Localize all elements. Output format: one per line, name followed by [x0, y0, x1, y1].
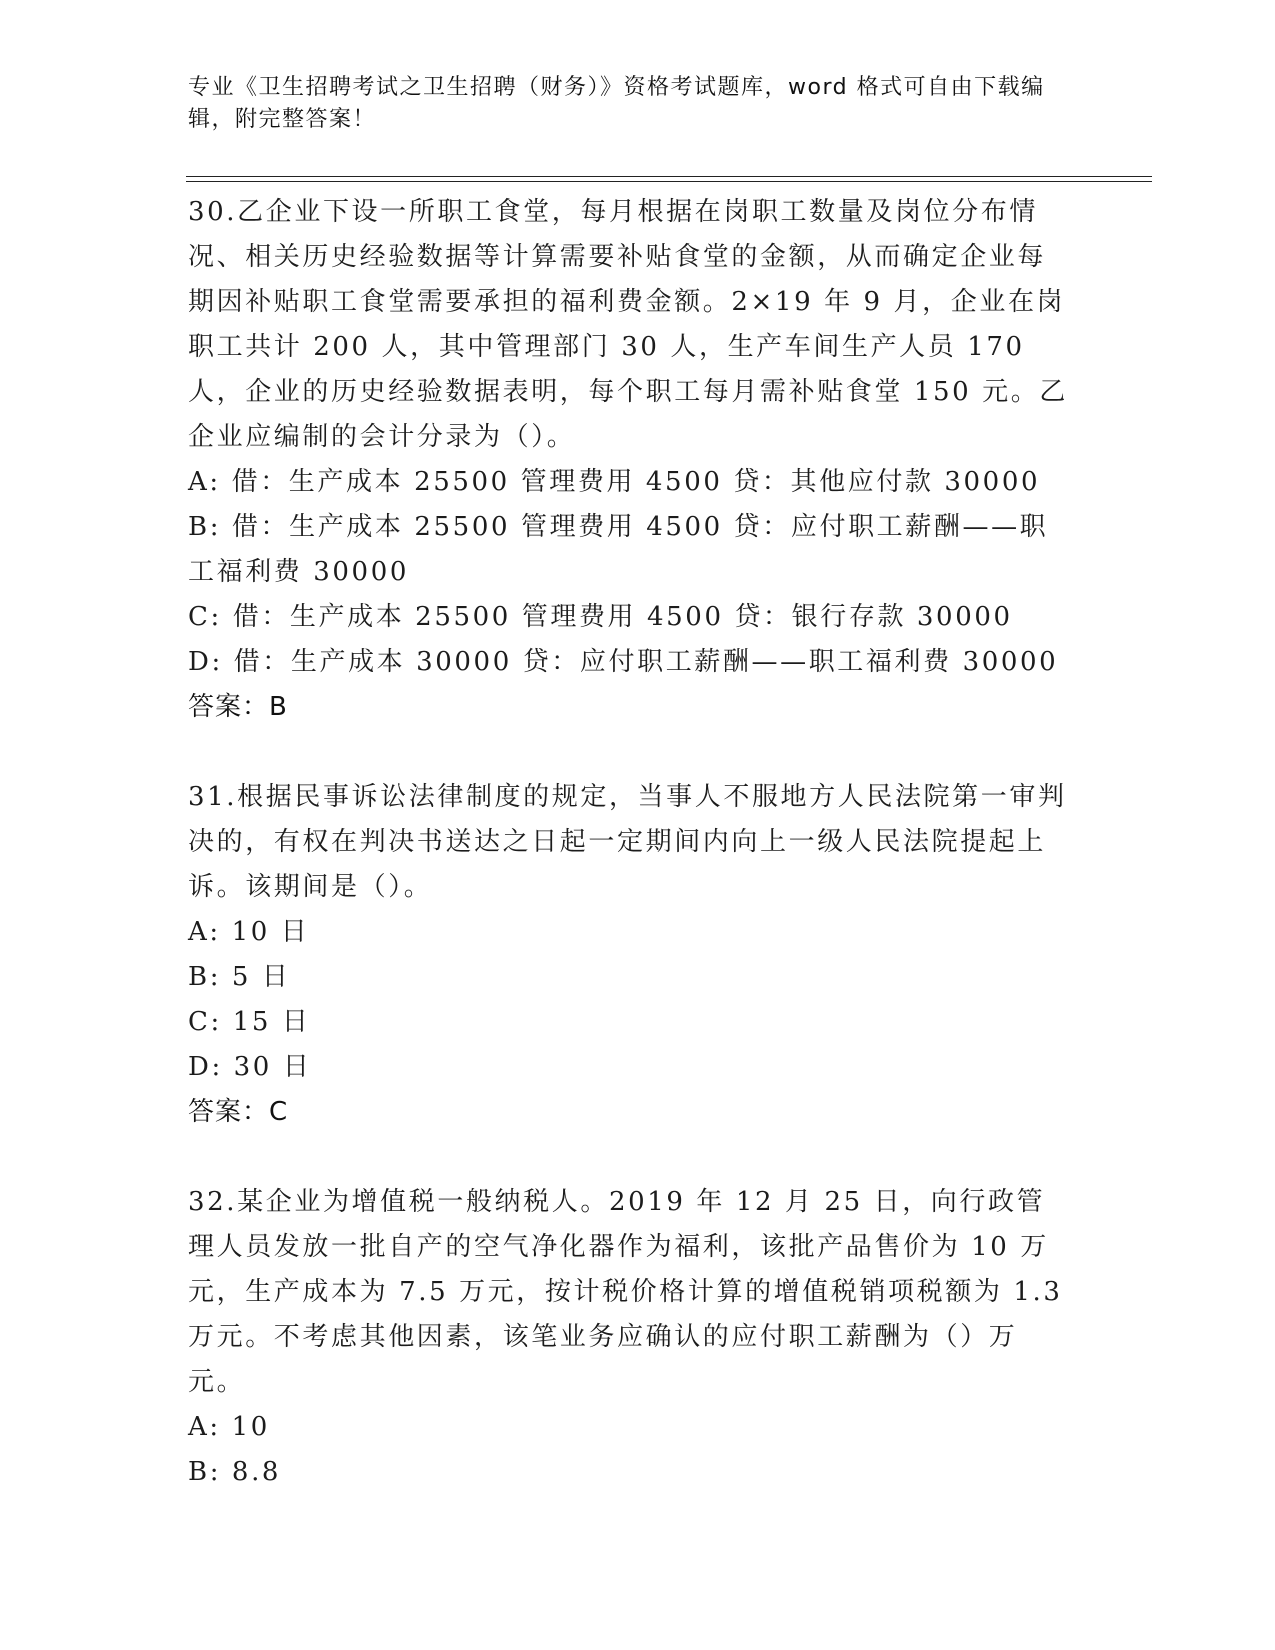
- option-a: A: 10 日: [188, 917, 310, 947]
- question-text: 30.乙企业下设一所职工食堂，每月根据在岗职工数量及岗位分布情况、相关历史经验数据等计算需要补贴食堂的金额，从而确定企业每期因补贴职工食堂需要承担的福利费金额。2×19 年 9 月，企业在岗职工共计 200 人，其中管理部门 30 人，生产车间生产人员 170 人，企业的历史经验数据表明，每个职工每月需补贴食堂 150 元。乙企业应编制的会计分录为（）。: [188, 197, 1068, 452]
- option-b: B: 8.8: [188, 1457, 282, 1487]
- option-d: D: 30 日: [188, 1052, 312, 1082]
- question-list: [188, 190, 1068, 1495]
- question-text: 32.某企业为增值税一般纳税人。2019 年 12 月 25 日，向行政管理人员发放一批自产的空气净化器作为福利，该批产品售价为 10 万元，生产成本为 7.5 万元，按计税价格计算的增值税销项税额为 1.3 万元。不考虑其他因素，该笔业务应确认的应付职工薪酬为（）万元。: [188, 1187, 1063, 1397]
- question-text: 31.根据民事诉讼法律制度的规定，当事人不服地方人民法院第一审判决的，有权在判决书送达之日起一定期间内向上一级人民法院提起上诉。该期间是（）。: [188, 782, 1067, 902]
- answer-label: 答案：C: [188, 1097, 289, 1127]
- option-c: C: 借：生产成本 25500 管理费用 4500 贷：银行存款 30000: [188, 602, 1013, 632]
- question-gap: [188, 1135, 1068, 1180]
- question-31: [188, 775, 1068, 1135]
- option-b: B: 5 日: [188, 962, 291, 992]
- header-divider-bottom: [186, 181, 1152, 182]
- question-32: [188, 1180, 1068, 1495]
- option-c: C: 15 日: [188, 1007, 311, 1037]
- question-gap: [188, 730, 1068, 775]
- option-b: B: 借：生产成本 25500 管理费用 4500 贷：应付职工薪酬——职工福利费 30000: [188, 512, 1049, 587]
- header-divider-top: [186, 176, 1152, 177]
- answer-label: 答案：B: [188, 692, 288, 722]
- option-a: A: 借：生产成本 25500 管理费用 4500 贷：其他应付款 30000: [188, 467, 1041, 497]
- question-30: [188, 190, 1068, 730]
- option-d: D: 借：生产成本 30000 贷：应付职工薪酬——职工福利费 30000: [188, 647, 1059, 677]
- document-header: 专业《卫生招聘考试之卫生招聘（财务）》资格考试题库，word 格式可自由下载编辑，附完整答案！: [188, 75, 1045, 132]
- option-a: A: 10: [188, 1412, 270, 1442]
